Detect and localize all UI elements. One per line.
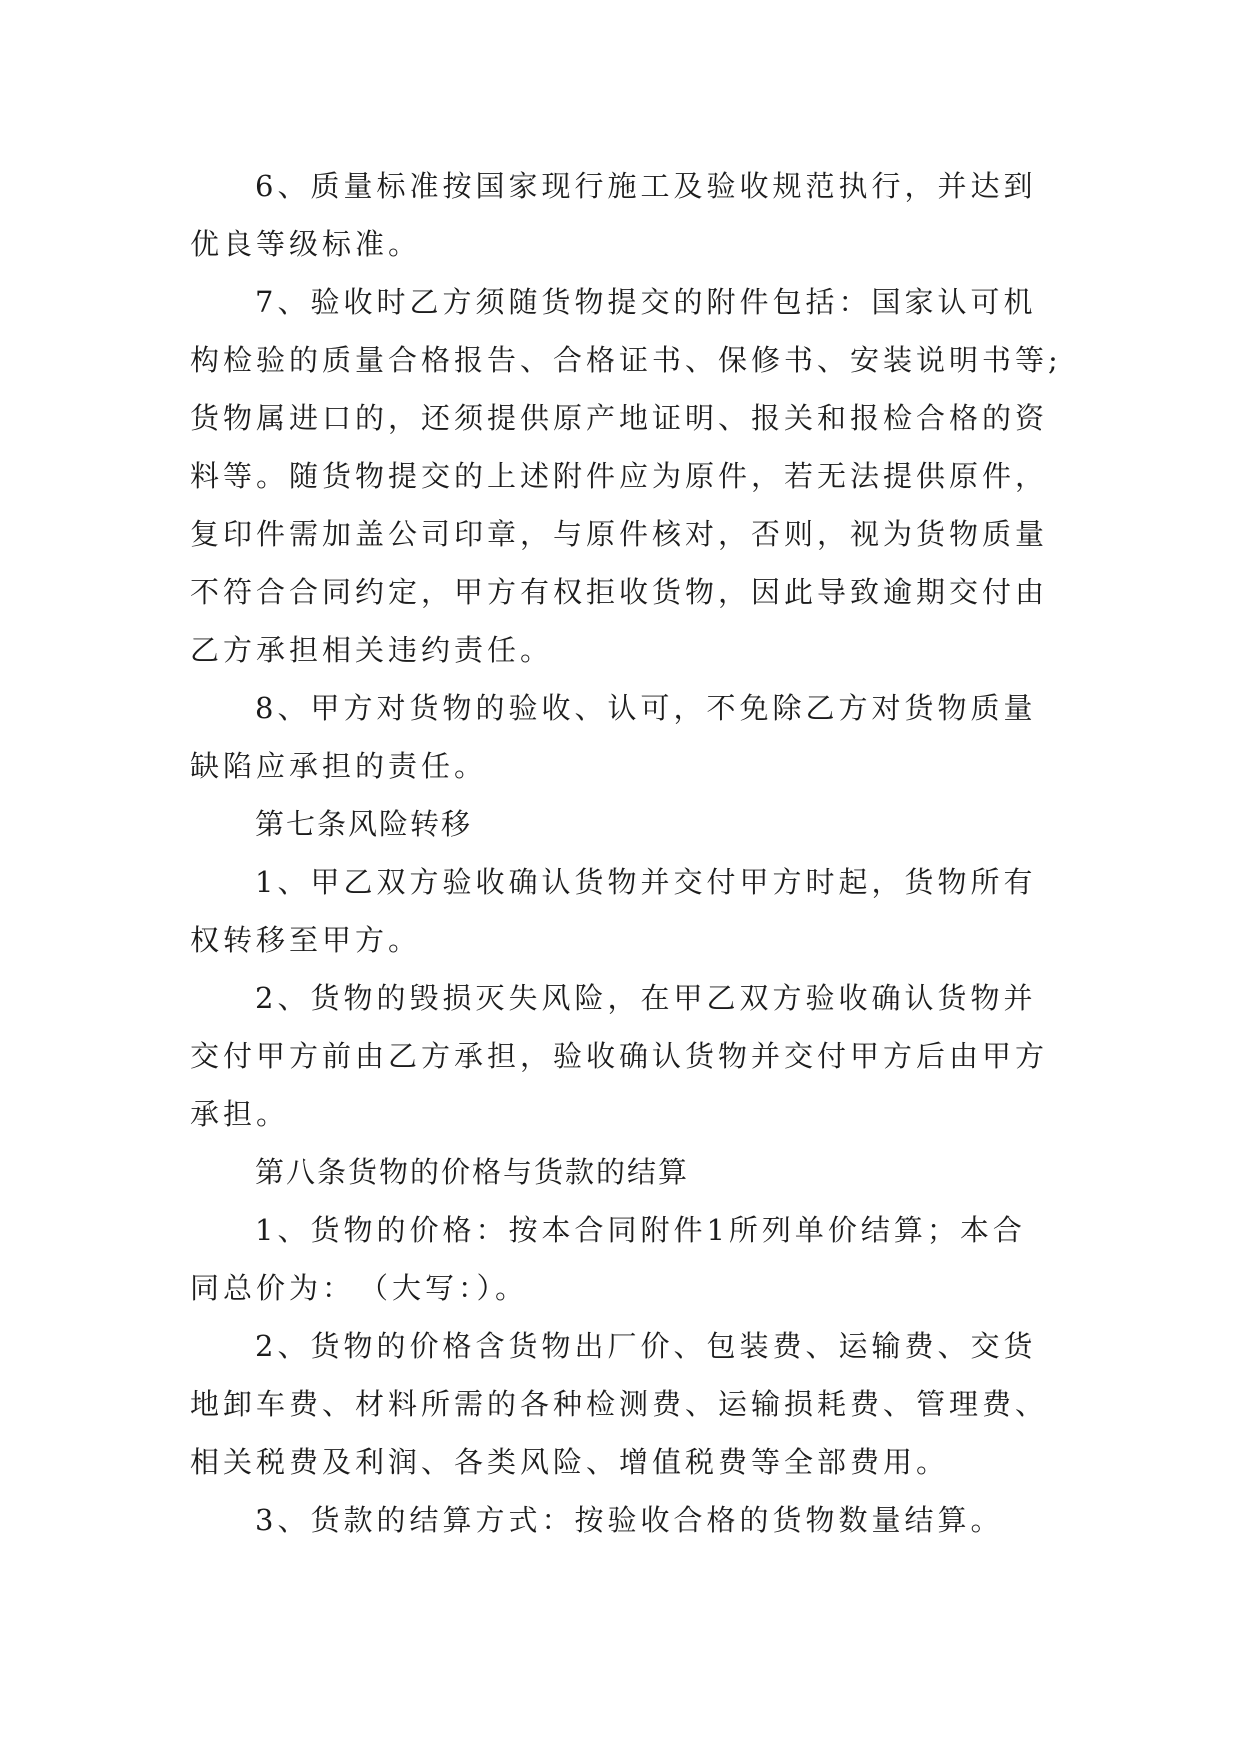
clause-7-line-5: 复印件需加盖公司印章，与原件核对，否则，视为货物质量 (190, 517, 1049, 551)
article-7-item-1-line-2: 权转移至甲方。 (190, 923, 422, 957)
clause-7-line-1: 7、验收时乙方须随货物提交的附件包括：国家认可机 (255, 285, 1037, 319)
article-8-heading: 第八条货物的价格与货款的结算 (255, 1155, 690, 1189)
article-8-item-2-line-2: 地卸车费、材料所需的各种检测费、运输损耗费、管理费、 (190, 1387, 1049, 1421)
article-8-item-3-line-1: 3、货款的结算方式：按验收合格的货物数量结算。 (255, 1503, 1004, 1537)
article-7-item-2-line-3: 承担。 (190, 1097, 290, 1131)
article-8-item-2-line-1: 2、货物的价格含货物出厂价、包装费、运输费、交货 (255, 1329, 1037, 1363)
article-7-heading: 第七条风险转移 (255, 807, 473, 841)
clause-8-line-1: 8、甲方对货物的验收、认可，不免除乙方对货物质量 (255, 691, 1037, 725)
article-7-item-2-line-1: 2、货物的毁损灭失风险，在甲乙双方验收确认货物并 (255, 981, 1037, 1015)
clause-7-line-2: 构检验的质量合格报告、合格证书、保修书、安装说明书等; (190, 343, 1062, 377)
clause-8-line-2: 缺陷应承担的责任。 (190, 749, 488, 783)
clause-6-line-1: 6、质量标准按国家现行施工及验收规范执行，并达到 (255, 169, 1037, 203)
article-8-item-1-line-1: 1、货物的价格：按本合同附件1所列单价结算；本合 (255, 1213, 1026, 1247)
article-8-item-1-line-2: 同总价为： （大写：）。 (190, 1271, 529, 1305)
clause-7-line-6: 不符合合同约定，甲方有权拒收货物，因此导致逾期交付由 (190, 575, 1049, 609)
clause-6-line-2: 优良等级标准。 (190, 227, 422, 261)
article-7-item-2-line-2: 交付甲方前由乙方承担，验收确认货物并交付甲方后由甲方 (190, 1039, 1049, 1073)
clause-7-line-4: 料等。随货物提交的上述附件应为原件，若无法提供原件， (190, 459, 1049, 493)
clause-7-line-7: 乙方承担相关违约责任。 (190, 633, 554, 667)
article-8-item-2-line-3: 相关税费及利润、各类风险、增值税费等全部费用。 (190, 1445, 950, 1479)
clause-7-line-3: 货物属进口的，还须提供原产地证明、报关和报检合格的资 (190, 401, 1049, 435)
article-7-item-1-line-1: 1、甲乙双方验收确认货物并交付甲方时起，货物所有 (255, 865, 1037, 899)
